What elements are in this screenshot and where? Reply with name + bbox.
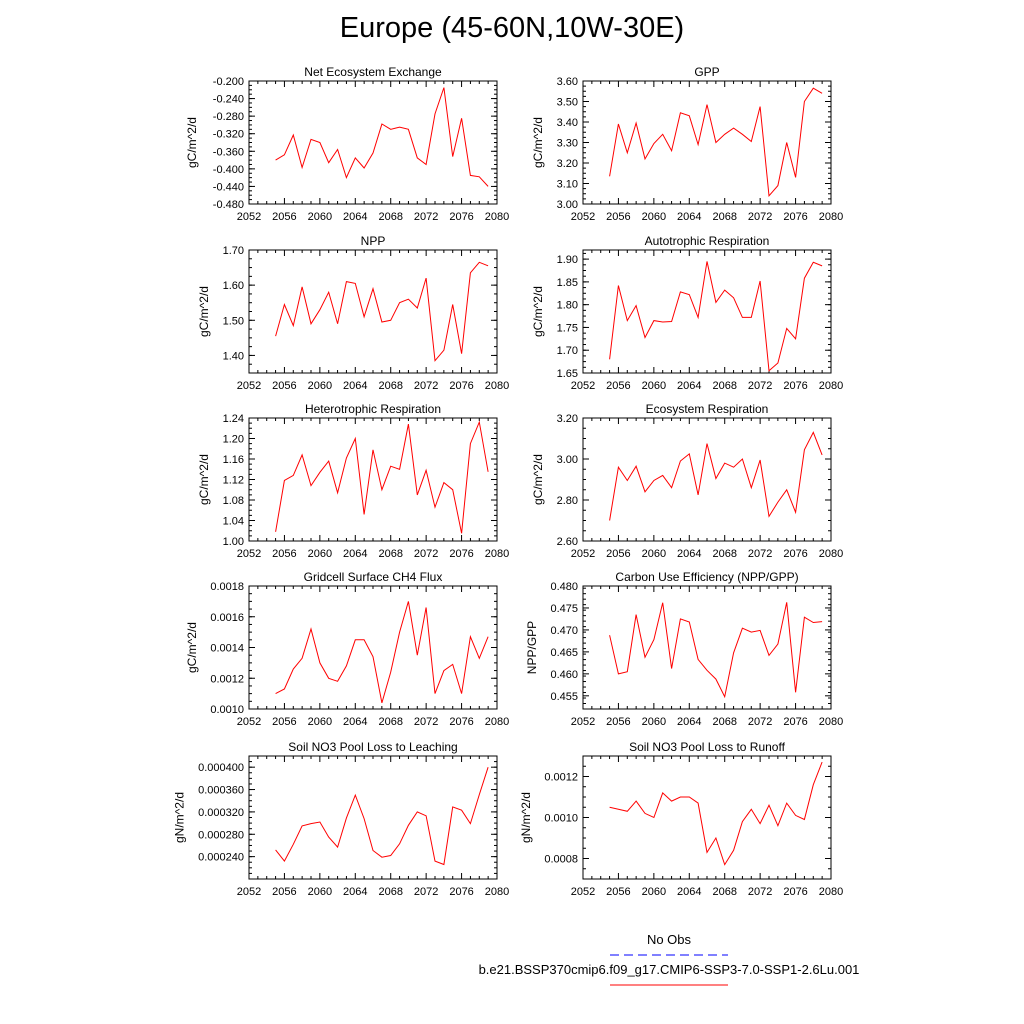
panel-8-series-line xyxy=(610,602,823,696)
panel-7-series-line xyxy=(276,601,489,703)
panel-10-ytick-label: 0.0008 xyxy=(544,853,578,866)
panel-1-ytick-label: -0.360 xyxy=(212,146,244,159)
panel-3-xtick-label: 2068 xyxy=(378,380,403,392)
panel-1-ytick-label: -0.480 xyxy=(212,199,244,211)
panel-1-xtick-label: 2052 xyxy=(236,211,262,223)
panel-1-ytick-label: -0.200 xyxy=(212,76,244,88)
panel-9-xtick-label: 2072 xyxy=(413,886,439,898)
panel-7-ytick-label: 0.0012 xyxy=(210,673,244,686)
panel-8-xtick-label: 2064 xyxy=(677,716,702,728)
panel-2-ytick-label: 3.60 xyxy=(556,76,578,88)
panel-7-xtick-label: 2060 xyxy=(307,716,333,728)
panel-5-ytick-label: 1.08 xyxy=(222,495,244,507)
panel-3-xtick-label: 2080 xyxy=(484,380,510,392)
panel-1-xtick-label: 2072 xyxy=(413,211,439,223)
panel-1-ytick-label: -0.440 xyxy=(212,181,244,194)
panel-6-xtick-label: 2056 xyxy=(606,548,631,560)
panel-1-xtick-label: 2060 xyxy=(307,211,333,223)
panel-8-xtick-label: 2072 xyxy=(747,716,773,728)
panel-3-xtick-label: 2064 xyxy=(343,380,368,392)
panel-10-xtick-label: 2080 xyxy=(818,886,844,898)
panel-2-xtick-label: 2064 xyxy=(677,211,702,223)
panel-6-xtick-label: 2052 xyxy=(570,548,596,560)
panel-6-xtick-label: 2072 xyxy=(747,548,773,560)
panel-4-xtick-label: 2064 xyxy=(677,380,702,392)
panel-1-ytick-label: -0.400 xyxy=(212,163,244,176)
panel-9-xtick-label: 2076 xyxy=(449,886,474,898)
panel-6-ytick-label: 2.80 xyxy=(556,495,578,507)
panel-1-ytick-label: -0.240 xyxy=(212,93,244,106)
panel-3-ytick-label: 1.50 xyxy=(222,315,244,328)
panel-7-ytick-label: 0.0014 xyxy=(210,642,244,655)
panel-10-ylabel: gN/m^2/d xyxy=(518,792,533,843)
panel-5-xtick-label: 2060 xyxy=(307,548,333,560)
panel-1-xtick-label: 2056 xyxy=(272,211,297,223)
panel-5-xtick-label: 2064 xyxy=(343,548,368,560)
panel-2-xtick-label: 2080 xyxy=(818,211,844,223)
panel-4-ylabel: gC/m^2/d xyxy=(531,286,546,337)
panel-9-title: Soil NO3 Pool Loss to Leaching xyxy=(288,740,458,754)
panel-4-ytick-label: 1.85 xyxy=(556,276,578,289)
panel-2-series-line xyxy=(610,88,823,196)
panel-10-xtick-label: 2072 xyxy=(747,886,773,898)
panel-6-xtick-label: 2080 xyxy=(818,548,844,560)
panel-7-xtick-label: 2064 xyxy=(343,716,368,728)
panel-2-frame xyxy=(583,81,831,204)
panel-3-ytick-label: 1.60 xyxy=(222,280,244,293)
panel-6-title: Ecosystem Respiration xyxy=(645,402,769,416)
panel-8-ylabel: NPP/GPP xyxy=(525,620,539,675)
panel-2-ytick-label: 3.50 xyxy=(556,96,578,109)
panel-6-ytick-label: 3.20 xyxy=(556,413,578,425)
panel-1-title: Net Ecosystem Exchange xyxy=(304,65,442,79)
panel-8-ytick-label: 0.455 xyxy=(550,690,578,703)
panel-10-xtick-label: 2076 xyxy=(783,886,808,898)
panel-5-ytick-label: 1.20 xyxy=(222,433,244,446)
panel-10-ytick-label: 0.0010 xyxy=(544,812,578,825)
panel-1-frame xyxy=(249,81,497,204)
panel-1-series-line xyxy=(276,88,489,187)
panel-9-ylabel: gN/m^2/d xyxy=(172,792,187,843)
panel-5-xtick-label: 2052 xyxy=(236,548,262,560)
panel-8-ytick-label: 0.480 xyxy=(550,581,578,593)
panel-3-xtick-label: 2060 xyxy=(307,380,333,392)
panel-4-xtick-label: 2052 xyxy=(570,380,596,392)
panel-2-xtick-label: 2060 xyxy=(641,211,667,223)
panel-2-ytick-label: 3.00 xyxy=(556,199,578,211)
legend-label-no-obs: No Obs xyxy=(646,932,692,947)
panel-8-xtick-label: 2056 xyxy=(606,716,631,728)
panel-5-ytick-label: 1.12 xyxy=(222,474,244,487)
legend-label-model: b.e21.BSSP370cmip6.f09_g17.CMIP6-SSP3-7.0-SSP1-2.6Lu.001 xyxy=(478,962,860,977)
panel-7-xtick-label: 2052 xyxy=(236,716,262,728)
panel-4-ytick-label: 1.80 xyxy=(556,299,578,312)
panel-10-xtick-label: 2052 xyxy=(570,886,596,898)
panel-10-ytick-label: 0.0012 xyxy=(544,771,578,784)
panel-10-xtick-label: 2060 xyxy=(641,886,667,898)
panel-10-xtick-label: 2064 xyxy=(677,886,702,898)
panel-5-ylabel: gC/m^2/d xyxy=(197,454,212,505)
panel-4-title: Autotrophic Respiration xyxy=(644,234,770,248)
panel-7-xtick-label: 2072 xyxy=(413,716,439,728)
panel-10-title: Soil NO3 Pool Loss to Runoff xyxy=(629,740,785,754)
panel-8-frame xyxy=(583,586,831,709)
panel-2-ytick-label: 3.20 xyxy=(556,158,578,170)
panel-7-frame xyxy=(249,586,497,709)
panel-8-ytick-label: 0.465 xyxy=(550,646,578,659)
panel-5-xtick-label: 2080 xyxy=(484,548,510,560)
panel-1-xtick-label: 2080 xyxy=(484,211,510,223)
panel-2-xtick-label: 2076 xyxy=(783,211,808,223)
panel-9-series-line xyxy=(276,767,489,864)
panel-6-ytick-label: 2.60 xyxy=(556,536,578,548)
panel-3-xtick-label: 2072 xyxy=(413,380,439,392)
panel-10-xtick-label: 2056 xyxy=(606,886,631,898)
panel-7-ylabel: gC/m^2/d xyxy=(184,622,199,673)
panel-7-title: Gridcell Surface CH4 Flux xyxy=(303,570,443,584)
panel-2-xtick-label: 2056 xyxy=(606,211,631,223)
panel-9-xtick-label: 2064 xyxy=(343,886,368,898)
panel-7-xtick-label: 2056 xyxy=(272,716,297,728)
panel-4-xtick-label: 2060 xyxy=(641,380,667,392)
panel-9-xtick-label: 2056 xyxy=(272,886,297,898)
panel-3-ylabel: gC/m^2/d xyxy=(197,286,212,337)
panel-5-xtick-label: 2072 xyxy=(413,548,439,560)
panel-4-xtick-label: 2076 xyxy=(783,380,808,392)
panel-4-xtick-label: 2068 xyxy=(712,380,737,392)
panel-9-ytick-label: 0.000400 xyxy=(198,762,244,775)
panel-4-ytick-label: 1.90 xyxy=(556,254,578,267)
panel-8-ytick-label: 0.460 xyxy=(550,668,578,681)
panel-4-ytick-label: 1.65 xyxy=(556,368,578,380)
panel-8-xtick-label: 2068 xyxy=(712,716,737,728)
panel-5-xtick-label: 2076 xyxy=(449,548,474,560)
panel-9-ytick-label: 0.000240 xyxy=(198,851,244,864)
panel-3-title: NPP xyxy=(360,234,386,248)
panel-6-xtick-label: 2068 xyxy=(712,548,737,560)
panel-5-title: Heterotrophic Respiration xyxy=(304,402,442,416)
panel-9-frame xyxy=(249,756,497,879)
panel-3-frame xyxy=(249,250,497,373)
panel-9-ytick-label: 0.000280 xyxy=(198,829,244,842)
panel-5-ytick-label: 1.04 xyxy=(222,515,244,528)
panel-3-xtick-label: 2052 xyxy=(236,380,262,392)
panel-4-ytick-label: 1.75 xyxy=(556,322,578,335)
panel-8-xtick-label: 2060 xyxy=(641,716,667,728)
panel-2-xtick-label: 2068 xyxy=(712,211,737,223)
page-title: Europe (45-60N,10W-30E) xyxy=(339,12,685,44)
panel-2-title: GPP xyxy=(694,65,720,79)
panel-4-ytick-label: 1.70 xyxy=(556,345,578,358)
panel-3-series-line xyxy=(276,262,489,360)
panel-5-series-line xyxy=(276,422,489,533)
panel-8-ytick-label: 0.470 xyxy=(550,624,578,637)
panel-5-xtick-label: 2068 xyxy=(378,548,403,560)
panel-8-ytick-label: 0.475 xyxy=(550,602,578,615)
panel-7-xtick-label: 2080 xyxy=(484,716,510,728)
panel-1-ylabel: gC/m^2/d xyxy=(184,117,199,168)
panel-4-xtick-label: 2056 xyxy=(606,380,631,392)
panel-8-xtick-label: 2052 xyxy=(570,716,596,728)
panel-2-xtick-label: 2072 xyxy=(747,211,773,223)
panel-3-xtick-label: 2056 xyxy=(272,380,297,392)
panel-7-xtick-label: 2068 xyxy=(378,716,403,728)
panel-9-xtick-label: 2052 xyxy=(236,886,262,898)
panel-1-ytick-label: -0.280 xyxy=(212,111,244,124)
panel-1-xtick-label: 2076 xyxy=(449,211,474,223)
panel-7-xtick-label: 2076 xyxy=(449,716,474,728)
panel-10-frame xyxy=(583,756,831,879)
panel-6-ytick-label: 3.00 xyxy=(556,454,578,466)
panel-9-ytick-label: 0.000320 xyxy=(198,806,244,819)
panel-5-xtick-label: 2056 xyxy=(272,548,297,560)
panel-6-series-line xyxy=(610,432,823,520)
panel-5-ytick-label: 1.24 xyxy=(222,413,244,425)
panel-6-ylabel: gC/m^2/d xyxy=(531,454,546,505)
panel-9-ytick-label: 0.000360 xyxy=(198,784,244,797)
panel-4-frame xyxy=(583,250,831,373)
panel-6-xtick-label: 2076 xyxy=(783,548,808,560)
panel-6-frame xyxy=(583,418,831,541)
panel-7-ytick-label: 0.0010 xyxy=(210,704,244,716)
panel-1-ytick-label: -0.320 xyxy=(212,128,244,141)
panel-9-xtick-label: 2080 xyxy=(484,886,510,898)
panel-1-xtick-label: 2068 xyxy=(378,211,403,223)
panel-2-ytick-label: 3.40 xyxy=(556,117,578,129)
panel-8-title: Carbon Use Efficiency (NPP/GPP) xyxy=(615,570,799,584)
panel-8-xtick-label: 2076 xyxy=(783,716,808,728)
panel-2-ytick-label: 3.30 xyxy=(556,137,578,150)
panel-3-ytick-label: 1.40 xyxy=(222,350,244,363)
panel-4-xtick-label: 2080 xyxy=(818,380,844,392)
panel-2-ylabel: gC/m^2/d xyxy=(531,117,546,168)
panel-10-series-line xyxy=(610,762,823,865)
panel-2-xtick-label: 2052 xyxy=(570,211,596,223)
panel-2-ytick-label: 3.10 xyxy=(556,178,578,191)
panel-10-xtick-label: 2068 xyxy=(712,886,737,898)
panel-1-xtick-label: 2064 xyxy=(343,211,368,223)
panel-4-xtick-label: 2072 xyxy=(747,380,773,392)
panel-6-xtick-label: 2060 xyxy=(641,548,667,560)
panel-5-ytick-label: 1.16 xyxy=(222,454,244,466)
panel-3-xtick-label: 2076 xyxy=(449,380,474,392)
panel-8-xtick-label: 2080 xyxy=(818,716,844,728)
panel-5-ytick-label: 1.00 xyxy=(222,536,244,548)
panel-9-xtick-label: 2060 xyxy=(307,886,333,898)
panel-3-ytick-label: 1.70 xyxy=(222,245,244,257)
panel-6-xtick-label: 2064 xyxy=(677,548,702,560)
panel-9-xtick-label: 2068 xyxy=(378,886,403,898)
panel-7-ytick-label: 0.0016 xyxy=(210,611,244,624)
panel-4-series-line xyxy=(610,261,823,370)
panel-7-ytick-label: 0.0018 xyxy=(210,581,244,593)
